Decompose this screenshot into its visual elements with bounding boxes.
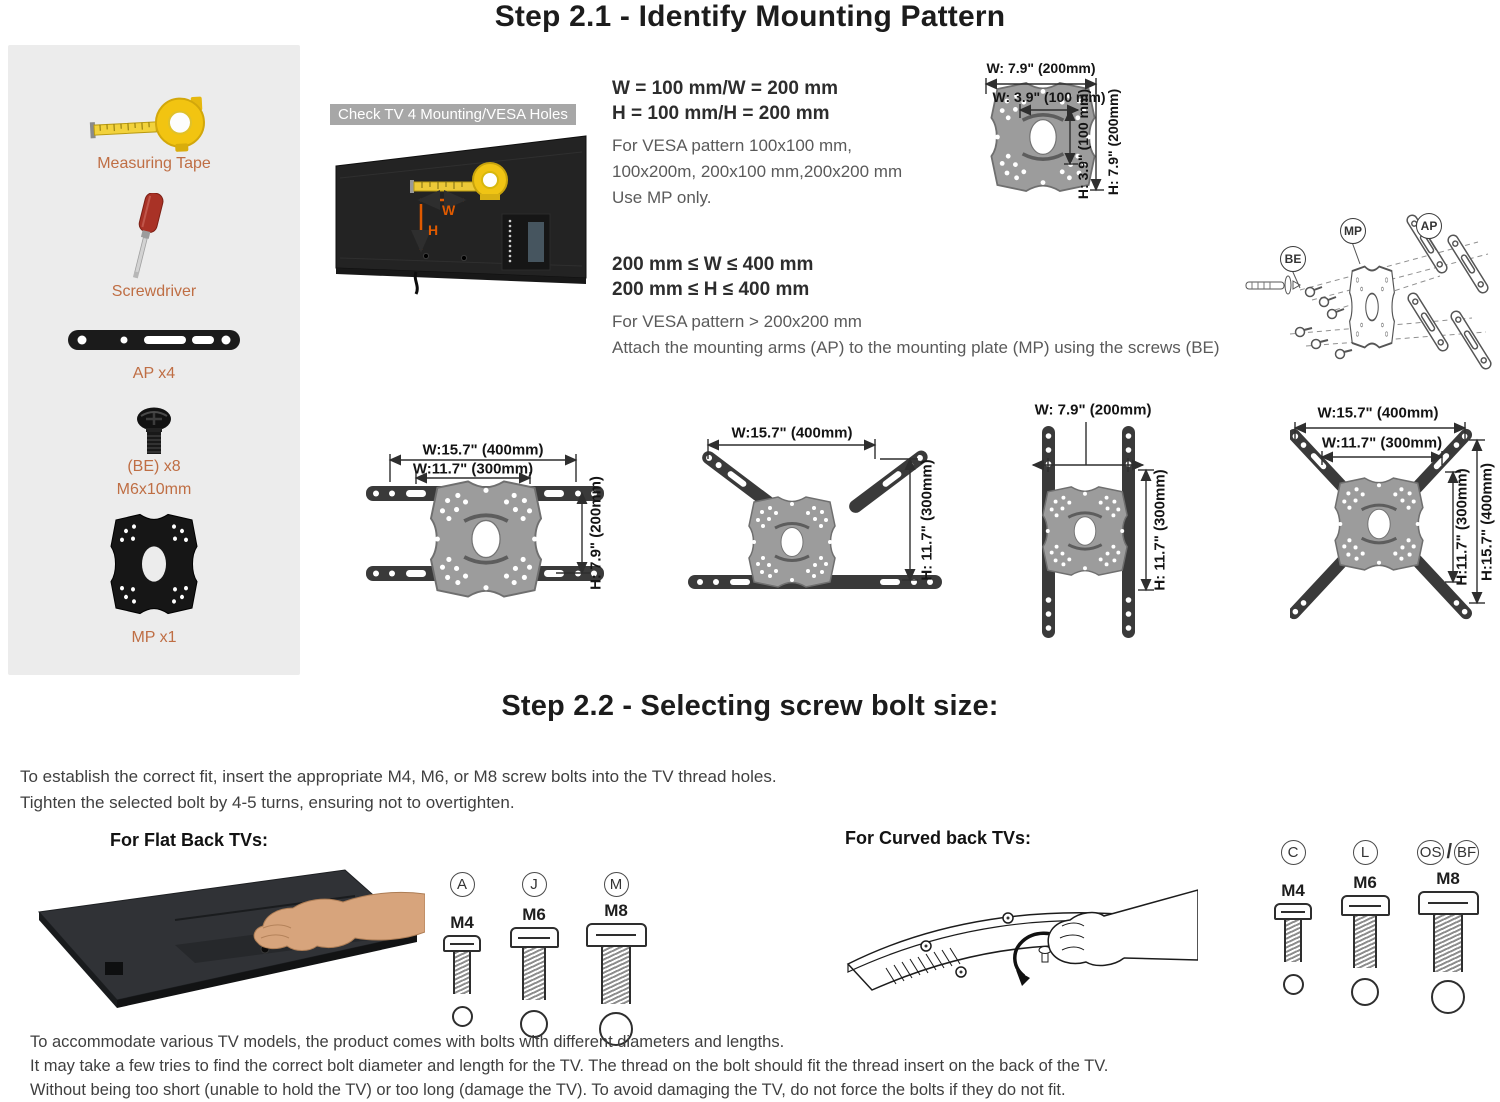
mp-dimension-figure [958,52,1163,244]
tv-w-label: W [442,202,455,218]
vesa-large-block [612,252,1220,361]
fig2-h: H: 11.7" (300mm) [919,459,936,580]
hole-m8-icon [1431,980,1465,1014]
fig4-w-outer: W:15.7" (400mm) [1317,405,1438,422]
footer-line3: Without being too short (unable to hold the TV) or too long (damage the TV). To avoid damaging the TV, do not force the bolts if they do not fit. [30,1078,1470,1102]
flat-size-m6: M6 [522,905,546,925]
exploded-assembly-figure [1240,192,1500,392]
fig1-w-outer: W:15.7" (400mm) [422,442,543,459]
tv-h-label: H [428,222,438,238]
fig4-h-outer: H:15.7" (400mm) [1479,463,1496,581]
be-screw-icon [8,405,300,457]
mp-label: MP x1 [8,629,300,647]
vesa-large-h: 200 mm ≤ H ≤ 400 mm [612,277,1220,302]
vesa-small-w: W = 100 mm/W = 200 mm [612,76,902,101]
flat-tv-illustration [25,850,425,1015]
exploded-ap-tag: AP [1416,213,1442,239]
curved-back-heading: For Curved back TVs: [845,828,1031,849]
hole-m4-icon [452,1006,473,1027]
mp-fig-h-outer: H: 7.9" (200mm) [1105,89,1121,195]
tag-separator: / [1446,841,1452,864]
vesa-small-line2: 100x200m, 200x100 mm,200x200 mm [612,159,902,185]
bolt-m4-icon [443,935,481,994]
vesa-large-line1: For VESA pattern > 200x200 mm [612,309,1220,335]
fig1-h: H: 7.9" (200mm) [588,476,605,590]
mp-fig-h-inner: H: 3.9" (100 mm) [1075,89,1091,199]
curved-tv-illustration [838,862,1198,1012]
bolt-m6-icon [510,927,559,1000]
curved-tag-l: L [1353,840,1378,865]
curved-tag-c: C [1281,840,1306,865]
bolt-m4-icon [1274,903,1312,962]
curved-size-m6: M6 [1353,873,1377,893]
step21-title: Step 2.1 - Identify Mounting Pattern [0,0,1500,34]
pattern-fig-diagonal-top [680,415,950,655]
footer-line2: It may take a few tries to find the correct bolt diameter and length for the TV. The thread on the bolt should fit the thread insert on the back of the TV. [30,1054,1470,1078]
exploded-be-tag: BE [1280,246,1306,272]
flat-tag-j: J [522,872,547,897]
pattern-fig-vertical-arms [1000,390,1200,652]
be-size-label: M6x10mm [8,481,300,499]
mp-plate-icon [8,505,300,623]
measuring-tape-icon [8,93,300,155]
step22-intro [20,764,1120,816]
flat-size-m4: M4 [450,913,474,933]
vesa-small-line1: For VESA pattern 100x100 mm, [612,133,902,159]
curved-size-m4: M4 [1281,881,1305,901]
fig1-w-inner: W:11.7" (300mm) [413,461,533,478]
screwdriver-icon [8,193,300,285]
tv-check-caption: Check TV 4 Mounting/VESA Holes [330,104,576,125]
hole-m4-icon [1283,974,1304,995]
vesa-large-line2: Attach the mounting arms (AP) to the mounting plate (MP) using the screws (BE) [612,335,1220,361]
be-label: (BE) x8 [8,458,300,476]
curved-tag-os: OS [1417,840,1445,865]
screwdriver-label: Screwdriver [8,283,300,301]
intro-line2: Tighten the selected bolt by 4-5 turns, ensuring not to overtighten. [20,790,1120,816]
mp-fig-w-outer: W: 7.9" (200mm) [986,60,1095,76]
bolt-m8-icon [1418,891,1479,972]
vesa-small-block [612,76,902,211]
hole-m6-icon [1351,978,1379,1006]
exploded-mp-tag: MP [1340,218,1366,244]
tv-back-illustration [330,126,592,298]
flat-tag-a: A [450,872,475,897]
fig2-w: W:15.7" (400mm) [731,425,852,442]
curved-tag-bf: BF [1454,840,1479,865]
measuring-tape-label: Measuring Tape [8,155,300,173]
ap-label: AP x4 [8,365,300,383]
vesa-large-w: 200 mm ≤ W ≤ 400 mm [612,252,1220,277]
fig4-h-inner: H:11.7" (300mm) [1454,468,1471,585]
vesa-small-h: H = 100 mm/H = 200 mm [612,101,902,126]
flat-screw-m8 [566,872,666,1046]
bolt-m8-icon [586,923,647,1004]
intro-line1: To establish the correct fit, insert the appropriate M4, M6, or M8 screw bolts into the TV thread holes. [20,764,1120,790]
flat-back-heading: For Flat Back TVs: [110,830,268,851]
bolt-m6-icon [1341,895,1390,968]
footer-line1: To accommodate various TV models, the product comes with bolts with different diameters and lengths. [30,1030,1470,1054]
curved-size-m8: M8 [1436,869,1460,889]
fig3-h: H: 11.7" (300mm) [1152,469,1169,590]
mp-fig-w-inner: W: 3.9" (100 mm) [993,89,1106,105]
fig4-w-inner: W:11.7" (300mm) [1322,435,1442,452]
curved-screw-m8 [1398,840,1498,1014]
vesa-small-line3: Use MP only. [612,185,902,211]
step22-title: Step 2.2 - Selecting screw bolt size: [0,690,1500,723]
parts-sidebar [8,45,300,675]
flat-size-m8: M8 [604,901,628,921]
mounting-arm-icon [8,325,300,355]
fig3-w: W: 7.9" (200mm) [1035,402,1152,419]
flat-tag-m: M [604,872,629,897]
step22-footer [30,1030,1470,1102]
